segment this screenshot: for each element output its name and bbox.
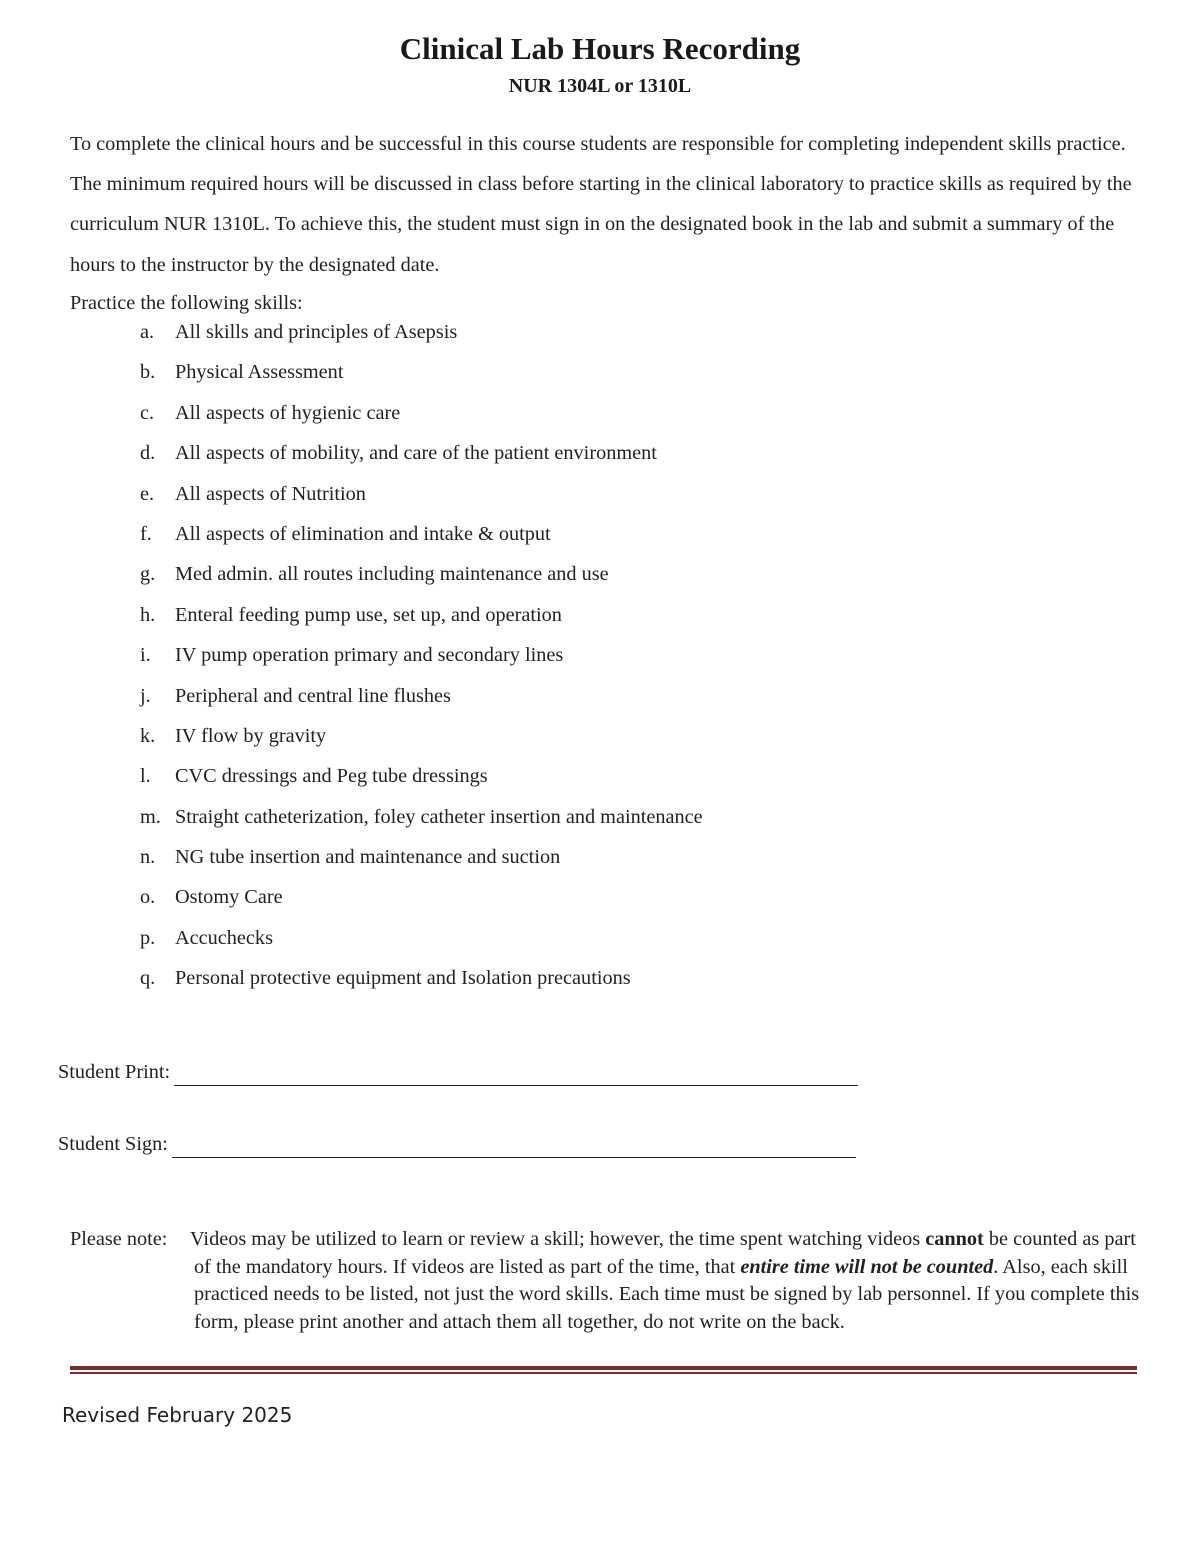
note-body <box>190 1226 1140 1336</box>
note-bold-italic: entire time will not be counted <box>740 1255 994 1278</box>
skill-text: Enteral feeding pump use, set up, and operation <box>175 603 562 626</box>
skill-text: All aspects of elimination and intake & output <box>175 522 551 545</box>
skill-text: Accuchecks <box>175 926 273 949</box>
skill-letter: q. <box>140 967 156 990</box>
student-print-label: Student Print: <box>58 1061 171 1083</box>
skill-letter: k. <box>140 724 156 747</box>
skill-letter: n. <box>140 846 156 869</box>
skill-letter: p. <box>140 926 156 949</box>
student-sign-line[interactable] <box>172 1139 856 1158</box>
note-block <box>70 1226 1140 1336</box>
skill-text: Med admin. all routes including maintenance and use <box>175 563 609 586</box>
note-text-2: be counted as part of the mandatory hours. If videos are listed as part of the time, that <box>194 1228 1136 1278</box>
skill-text: All aspects of Nutrition <box>175 482 366 505</box>
practice-label: Practice the following skills: <box>70 292 303 314</box>
skill-letter: e. <box>140 482 155 505</box>
skill-text: All aspects of mobility, and care of the patient environment <box>175 442 657 465</box>
note-label: Please note: <box>70 1228 168 1250</box>
skill-text: Straight catheterization, foley catheter insertion and maintenance <box>175 805 703 828</box>
skill-letter: l. <box>140 765 151 788</box>
skill-text: NG tube insertion and maintenance and suction <box>175 846 561 869</box>
page-title: Clinical Lab Hours Recording <box>399 31 801 66</box>
skill-letter: j. <box>140 684 151 707</box>
skill-text: CVC dressings and Peg tube dressings <box>175 765 488 788</box>
skill-letter: b. <box>140 361 156 384</box>
footer-divider-thin <box>70 1372 1137 1374</box>
skill-letter: m. <box>140 805 161 828</box>
skill-text: IV flow by gravity <box>175 724 327 747</box>
note-bold-cannot: cannot <box>925 1228 984 1250</box>
footer-divider-thick <box>70 1366 1137 1370</box>
intro-paragraph: To complete the clinical hours and be successful in this course students are responsible for completing independent skills practice. The minimum required hours will be discussed in class before starting in the clinical laboratory to practice skills as required by the curriculum NUR 1310L. To achieve this, the student must sign in on the designated book in the lab and submit a summary of the hours to the instructor by the designated date. <box>70 133 1132 276</box>
skill-text: Ostomy Care <box>175 886 283 909</box>
skill-letter: f. <box>140 522 152 545</box>
skill-text: All aspects of hygienic care <box>175 401 401 424</box>
revised-date: Revised February 2025 <box>62 1403 293 1427</box>
skill-letter: d. <box>140 442 156 465</box>
course-subtitle: NUR 1304L or 1310L <box>508 75 692 97</box>
skill-letter: a. <box>140 321 155 343</box>
skill-letter: i. <box>140 644 151 667</box>
skill-text: Peripheral and central line flushes <box>175 684 451 707</box>
student-print-row <box>58 1058 858 1086</box>
skill-text: All skills and principles of Asepsis <box>175 321 458 343</box>
skill-text: IV pump operation primary and secondary lines <box>175 644 564 667</box>
skill-text: Personal protective equipment and Isolation precautions <box>175 967 631 990</box>
skill-text: Physical Assessment <box>175 361 344 384</box>
student-print-line[interactable] <box>174 1067 858 1086</box>
note-text-1: Videos may be utilized to learn or review a skill; however, the time spent watching videos <box>190 1228 926 1250</box>
student-sign-row <box>58 1130 856 1158</box>
skill-letter: h. <box>140 603 156 626</box>
student-sign-label: Student Sign: <box>58 1133 168 1155</box>
note-text-3: . Also, each skill practiced needs to be listed, not just the word skills. Each time must be signed by lab personnel. If you complete this form, please print another and attach them all together, do not write on the back. <box>194 1255 1140 1333</box>
skill-letter: o. <box>140 886 156 909</box>
skill-letter: c. <box>140 401 155 424</box>
skill-letter: g. <box>140 563 156 586</box>
